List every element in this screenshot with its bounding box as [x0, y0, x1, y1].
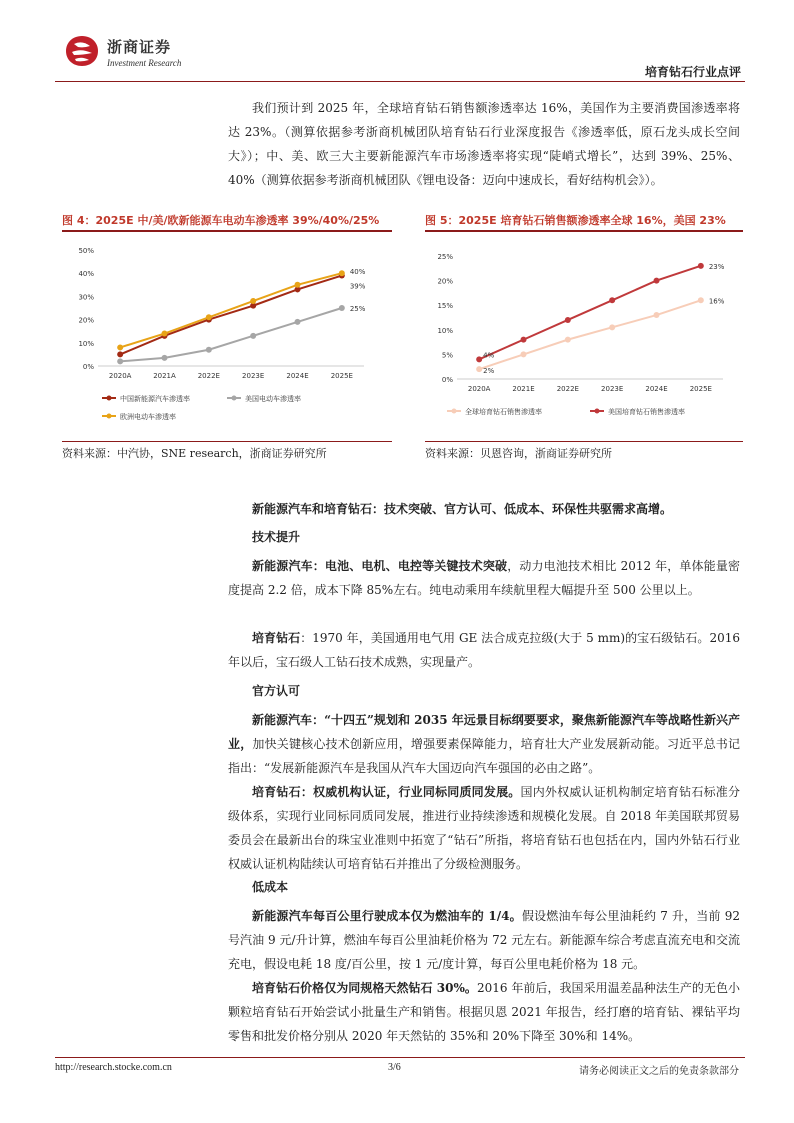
footer-rule — [55, 1057, 745, 1058]
fig5-xtick-label: 2021E — [512, 385, 535, 393]
fig4-series-point-2 — [295, 282, 301, 288]
fig5-series-point-0 — [476, 366, 482, 372]
fig4-ytick-label: 20% — [78, 316, 94, 325]
fig5-chart — [425, 236, 743, 436]
fig5-series-point-1 — [565, 317, 571, 323]
fig5-series-point-1 — [609, 297, 615, 303]
fig4-series-line-2 — [120, 273, 342, 347]
section-cost-heading: 低成本 — [252, 880, 289, 894]
fig4-end-label: 39% — [349, 282, 366, 291]
fig5-ytick-label: 10% — [437, 326, 453, 335]
lead-heading: 新能源汽车和培育钻石：技术突破、官方认可、低成本、环保性共驱需求高增。 — [252, 502, 673, 516]
fig5-series-line-1 — [479, 266, 701, 359]
logo-text-en: Investment Research — [107, 58, 182, 68]
fig5-ytick-label: 25% — [437, 253, 453, 261]
fig4-series-point-1 — [295, 319, 301, 325]
fig4-xtick-label: 2025E — [330, 372, 353, 380]
fig5-series-point-0 — [565, 337, 571, 343]
tech-ev-text: ，动力电池技术相比 2012 年，单体能量密度提高 2.2 倍，成本下降 85%左右。纯电动乘用车续航里程大幅提升至 500 公里以上。 — [228, 559, 740, 597]
intro-paragraph: 我们预计到 2025 年，全球培育钻石销售额渗透率达 16%，美国作为主要消费国渗透率将达 23%。（测算依据参考浙商机械团队培育钻石行业深度报告《渗透率低，原石龙头成长空间大》）；中、美、欧三大主要新能源汽车市场渗透率将实现“陡峭式增长”，达到 39%、25%、40%（测算依据参考浙商机械团队《锂电设备：迈向中速成长，看好结构机会》）。 — [228, 101, 740, 187]
fig5-series-point-0 — [521, 351, 527, 357]
fig4-series-line-1 — [120, 308, 342, 361]
cost-ev-lead: 新能源汽车每百公里行驶成本仅为燃油车的 1/4。 — [252, 909, 522, 923]
fig4-ytick-label: 30% — [78, 293, 94, 302]
fig5-ytick-label: 20% — [437, 277, 453, 286]
fig4-ytick-label: 10% — [78, 339, 94, 348]
fig5-legend-label: 全球培育钻石销售渗透率 — [465, 408, 542, 416]
section-official-heading: 官方认可 — [252, 684, 301, 698]
fig4-series-point-1 — [117, 358, 123, 364]
fig5-source: 资料来源：贝恩咨询，浙商证券研究所 — [425, 447, 612, 460]
fig5-ytick-label: 0% — [441, 376, 453, 384]
fig4-xtick-label: 2020A — [108, 372, 132, 380]
official-ev-text: 加快关键核心技术创新应用，增强要素保障能力，培育壮大产业发展新动能。习近平总书记指出：“发展新能源汽车是我国从汽车大国迈向汽车强国的必由之路”。 — [228, 737, 740, 775]
fig4-xtick-label: 2023E — [242, 372, 265, 380]
fig5-xtick-label: 2022E — [556, 385, 579, 393]
fig5-xtick-label: 2025E — [689, 385, 712, 393]
fig5-series-point-0 — [698, 297, 704, 303]
fig4-series-point-1 — [162, 355, 168, 361]
tech-diamond-paragraph — [228, 626, 740, 674]
fig4-end-label: 25% — [349, 305, 366, 313]
fig5-svg — [425, 236, 743, 436]
official-ev-paragraph — [228, 708, 740, 780]
fig5-ytick-label: 5% — [441, 351, 453, 360]
fig5-legend-label: 美国培育钻石销售渗透率 — [608, 408, 685, 416]
fig5-ytick-label: 15% — [437, 302, 453, 311]
fig5-xtick-label: 2024E — [645, 385, 668, 393]
cost-ev-paragraph — [228, 904, 740, 976]
logo-icon — [64, 34, 100, 68]
fig5-legend-marker — [595, 409, 600, 414]
fig4-ytick-label: 50% — [78, 247, 94, 255]
fig4-series-point-2 — [117, 344, 123, 350]
fig4-title: 图 4：2025E 中/美/欧新能源车电动车渗透率 39%/40%/25% — [62, 214, 380, 227]
tech-diamond-text: ：1970 年，美国通用电气用 GE 法合成克拉级(大于 5 mm)的宝石级钻石。2016 年以后，宝石级人工钻石技术成熟，实现量产。 — [228, 631, 740, 669]
fig5-top-rule — [425, 230, 743, 232]
fig4-ytick-label: 0% — [82, 363, 94, 371]
report-type: 培育钻石行业点评 — [644, 65, 741, 79]
official-ev-policy: ：“十四五”规划和 2035 年远景目标纲要要求，聚焦新能源汽车等战略性新兴产业， — [228, 713, 740, 751]
fig4-legend-label: 中国新能源汽车渗透率 — [120, 395, 190, 403]
fig4-legend-marker — [107, 414, 112, 419]
fig5-title: 图 5：2025E 培育钻石销售额渗透率全球 16%，美国 23% — [425, 214, 726, 227]
tech-ev-paragraph — [228, 554, 740, 602]
fig5-series-point-0 — [654, 312, 660, 318]
fig5-series-point-0 — [609, 324, 615, 330]
fig4-svg — [62, 236, 392, 436]
logo-text-cn: 浙商证券 — [107, 38, 172, 56]
fig4-legend-marker — [107, 396, 112, 401]
cost-diamond-paragraph — [228, 976, 740, 1048]
fig4-legend-label: 美国电动车渗透率 — [245, 395, 301, 403]
fig4-series-point-1 — [339, 305, 345, 311]
footer-url[interactable]: http://research.stocke.com.cn — [55, 1062, 172, 1073]
page-header — [55, 30, 745, 82]
fig4-source: 资料来源：中汽协，SNE research，浙商证券研究所 — [62, 447, 327, 460]
fig5-end-label: 16% — [708, 297, 725, 306]
cost-diamond-lead: 培育钻石价格仅为同规格天然钻石 30%。 — [252, 981, 477, 995]
fig4-series-point-2 — [339, 270, 345, 276]
page-number: 3/6 — [388, 1062, 401, 1073]
fig4-legend-label: 欧洲电动车渗透率 — [120, 413, 176, 421]
fig4-xtick-label: 2021A — [153, 372, 176, 380]
section-tech-heading: 技术提升 — [252, 530, 301, 544]
fig5-series-point-1 — [476, 356, 482, 362]
fig5-start-label: 2% — [483, 367, 495, 376]
fig5-start-label: 4% — [483, 351, 495, 360]
fig5-series-point-1 — [698, 263, 704, 269]
fig4-xtick-label: 2024E — [286, 372, 309, 380]
official-diamond-paragraph — [228, 780, 740, 876]
fig4-xtick-label: 2022E — [197, 372, 220, 380]
official-diamond-lead: 培育钻石：权威机构认证，行业同标同质同发展。 — [252, 785, 521, 799]
footer-disclaimer: 请务必阅读正文之后的免责条款部分 — [579, 1066, 739, 1077]
fig4-end-label: 40% — [349, 268, 366, 277]
fig4-ytick-label: 40% — [78, 270, 94, 279]
cost-diamond-text: 2016 年前后，我国采用温差晶种法生产的无色小颗粒培育钻石开始尝试小批量生产和销售。根据贝恩 2021 年报告，经打磨的培育钻、裸钻平均零售和批发价格分别从 2020 年天然钻的 35%和 20%下降至 30%和 14%。 — [228, 981, 741, 1043]
fig4-series-point-2 — [250, 298, 256, 304]
fig4-series-point-1 — [206, 347, 212, 353]
fig5-series-point-1 — [521, 337, 527, 343]
fig4-top-rule — [62, 230, 392, 232]
fig4-bottom-rule — [62, 441, 392, 442]
fig4-legend-marker — [232, 396, 237, 401]
fig4-series-point-2 — [162, 331, 168, 337]
tech-diamond-lead: 培育钻石 — [252, 631, 301, 645]
fig5-xtick-label: 2020A — [467, 385, 491, 393]
official-diamond-text: 国内外权威认证机构制定培育钻石标准分级体系，实现行业同标同质同发展，推进行业持续渗透和规模化发展。自 2018 年美国联邦贸易委员会在最新出台的珠宝业准则中拓宽了“钻石”所指，将培育钻石也包括在内，国内外钻石行业权威认证机构陆续认可培育钻石并推出了分级检测服务。 — [228, 785, 740, 871]
cost-ev-text: 假设燃油车每公里油耗约 7 升，当前 92 号汽油 9 元/升计算，燃油车每百公里油耗价格为 72 元左右。新能源车综合考虑直流充电和交流充电，假设电耗 18 度/百公里，按 1 元/度计算，每百公里电耗价格为 18 元。 — [228, 909, 740, 971]
tech-ev-lead: 新能源汽车：电池、电机、电控等关键技术突破 — [252, 559, 508, 573]
fig5-bottom-rule — [425, 441, 743, 442]
fig5-end-label: 23% — [708, 262, 725, 271]
fig5-series-point-1 — [654, 278, 660, 284]
fig4-series-point-1 — [250, 333, 256, 339]
fig4-chart — [62, 236, 392, 436]
fig5-legend-marker — [452, 409, 457, 414]
fig4-series-point-2 — [206, 314, 212, 320]
fig5-xtick-label: 2023E — [601, 385, 624, 393]
official-ev-lead: 新能源汽车 — [252, 713, 313, 727]
fig4-series-point-0 — [117, 351, 123, 357]
